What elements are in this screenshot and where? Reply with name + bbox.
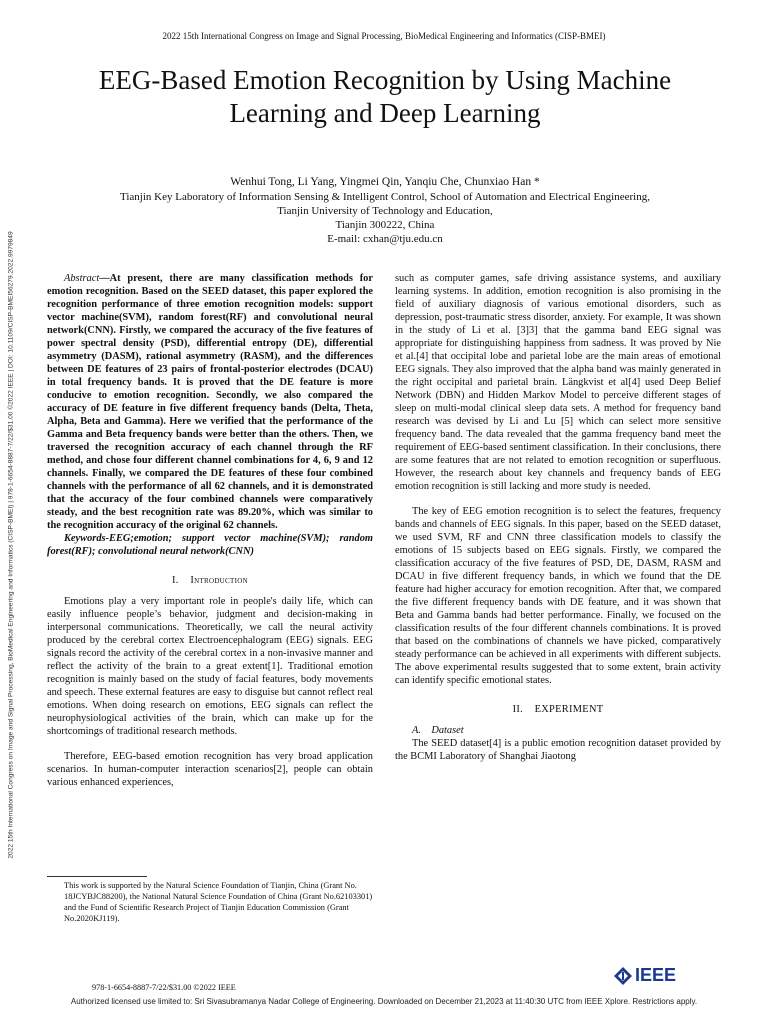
author-list: Wenhui Tong, Li Yang, Yingmei Qin, Yanqiu Che, Chunxiao Han *: [230, 176, 540, 188]
title-line-2: Learning and Deep Learning: [229, 98, 541, 128]
section-number: II.: [512, 704, 523, 715]
title-line-1: EEG-Based Emotion Recognition by Using Machine: [98, 65, 672, 95]
dataset-paragraph-1: The SEED dataset[4] is a public emotion recognition dataset provided by the BCMI Laboratory of Shanghai Jiaotong: [395, 738, 721, 762]
right-paragraph-1: such as computer games, safe driving assistance systems, and auxiliary learning systems. In addition, emotion recognition is also promising in the field of auxiliary diagnosis of various emotional disorders, such as depression, post-traumatic stress disorder, anxiety. For example, It was shown in the study of Li et al. [3]3] that the gamma band EEG signal was appropriate for distinguishing happiness from sadness. It was proved by Nie et al.[4] that occipital lobe and parietal lobe are the main areas of emotional EEG signals. They also improved that the alpha band was mainly generated in the right occipital and parietal brain. Längkvist et al[4] used Deep Belief Network (DBN) and Hidden Markov Model to perceive different stages of sleep on multi-modal clinical sleep data sets. A method for frequency band research was devised by Li and Lu [5] which can select more sensitive frequency band. The data revealed that the gamma frequency band meet the requirement of EEG-based sentiment classification. In their conclusions, there are some features that are not related to emotion recognition or superfluous. However, the research about key channels and frequency bands of EEG emotion recognition is still lacking and more study is needed.: [395, 273, 721, 492]
affiliation-line-2: Tianjin University of Technology and Education,: [277, 205, 493, 217]
subsection-title: Dataset: [431, 725, 464, 736]
section-number: I.: [172, 575, 179, 586]
section-heading-introduction: [47, 574, 373, 587]
affiliation-line-1: Tianjin Key Laboratory of Information Sensing & Intelligent Control, School of Automation and Electrical Engineering,: [120, 191, 650, 203]
funding-footnote: [47, 876, 373, 924]
conference-header: 2022 15th International Congress on Image and Signal Processing, BioMedical Engineering and Informatics (CISP-BMEI): [162, 31, 606, 41]
affiliation-line-3: Tianjin 300222, China: [335, 219, 435, 231]
left-column: [47, 272, 373, 789]
right-column: [395, 272, 721, 763]
isbn-line: 978-1-6654-8887-7/22/$31.00 ©2022 IEEE: [92, 983, 236, 992]
intro-paragraph-2: Therefore, EEG-based emotion recognition has very broad application scenarios. In human-computer interaction scenarios[2], people can obtain various enhanced experiences,: [47, 751, 373, 788]
section-title: Introduction: [190, 575, 248, 586]
ieee-diamond-icon: [613, 966, 633, 986]
section-heading-experiment: [395, 703, 721, 716]
section-title: EXPERIMENT: [534, 704, 604, 715]
ieee-logo: [613, 965, 676, 986]
abstract-label: Abstract: [64, 273, 100, 284]
footnote-divider: [47, 876, 147, 877]
abstract: [47, 272, 373, 532]
footnote-text: This work is supported by the Natural Science Foundation of Tianjin, China (Grant No. 18JCYBJC88200), the National Natural Science Foundation of China (Grant No.62103301) and the Fund of Scientific Research Project of Tianjin Education Commission (Grant No.2020KJ119).: [64, 881, 373, 923]
ieee-wordmark: IEEE: [635, 965, 677, 985]
license-notice: Authorized licensed use limited to: Sri Sivasubramanya Nadar College of Engineering. Downloaded on December 21,2023 at 11:40:30 UTC from IEEE Xplore. Restrictions apply.: [70, 997, 698, 1006]
side-margin-text: 2022 15th International Congress on Image and Signal Processing, BioMedical Engineering and Informatics (CISP-BMEI) | 978-1-6654-8887-7/22/$31.00 ©2022 IEEE | DOI: 10.1109/CISP-BMEI56279.2022.9979849: [7, 231, 15, 859]
author-email: E-mail: cxhan@tju.edu.cn: [327, 233, 443, 245]
abstract-text: —At present, there are many classification methods for emotion recognition. Based on the SEED dataset, this paper explored the recognition performance of three emotion recognition models: support vector machine(SVM), random forest(RF) and convolutional neural network(CNN). Firstly, we compared the accuracy of the five features of power spectral density (PSD), differential entropy (DE), differential asymmetry (DASM), rational asymmetry (RASM), and the differences between DE features of 23 pairs of frontal-posterior electrodes (DCAU) in total frequency bands. It is proved that the DE feature is more conducive to emotion recognition. Secondly, we also compared the accuracy of DE feature in five different frequency bands (Delta, Theta, Alpha, Beta and Gamma). Here we verified that the performance of the Gamma and Beta frequency bands were better than the others. Then, we traversed the recognition accuracy of each channel through the RF method, and chose four different channel combinations for 4, 6, 9 and 12 channels. Finally, we compared the DE features of these four combined channels with the performance of all 62 channels, and it is demonstrated that the accuracy of the four combined channels were comparatively steady, and the best recognition rate was 89.20%, which was similar to the recognition accuracy of the original 62 channels.: [47, 273, 373, 531]
intro-paragraph-1: Emotions play a very important role in people's daily life, which can easily influence people’s behavior, judgment and decision-making in interpersonal communications. Theoretically, we call the neural activity produced by the cerebral cortex Electroencephalogram (EEG) signals. EEG signals record the activity of the cerebral cortex in a non-invasive manner and reflect the activity of the brain to a great extent[1]. Traditional emotion recognition is mainly based on the study of facial features, body movements and speech. These external features are easy to disguise but cannot reflect real emotions. When doing research on emotions, EEG signals can reflect the neurophysiological activities of the brain, which can make up for the shortcomings of traditional research methods.: [47, 596, 373, 737]
right-paragraph-2: The key of EEG emotion recognition is to select the features, frequency bands and channels of EEG signals. In this paper, based on the SEED dataset, we used SVM, RF and CNN three classification models to classify the emotions of 15 subjects based on EEG signals. Firstly, we compared the classification accuracy of the five features of PSD, DE, DASM, RASM and DCAU in five different frequency bands, in which we found that the DE feature had higher accuracy for emotion recognition. After that, we compared the five different frequency bands with DE feature, and it was shown that Beta and Gamma bands had better performance. Finally, we focused on the classification results of the four different channels combinations. It is proved that based on the combinations of channels we have picked, comparatively steady performance can be achieved in all experiments with different subjects. The above experimental results suggested that to some extent, brain activity can identify specific emotional states.: [395, 506, 721, 686]
paper-title: [40, 64, 730, 130]
subsection-heading-dataset: [395, 724, 721, 737]
affiliation-block: [60, 190, 710, 246]
subsection-number: A.: [412, 725, 421, 736]
side-margin-citation: [4, 120, 18, 970]
keywords: Keywords-EEG;emotion; support vector machine(SVM); random forest(RF); convolutional neural network(CNN): [47, 533, 373, 557]
